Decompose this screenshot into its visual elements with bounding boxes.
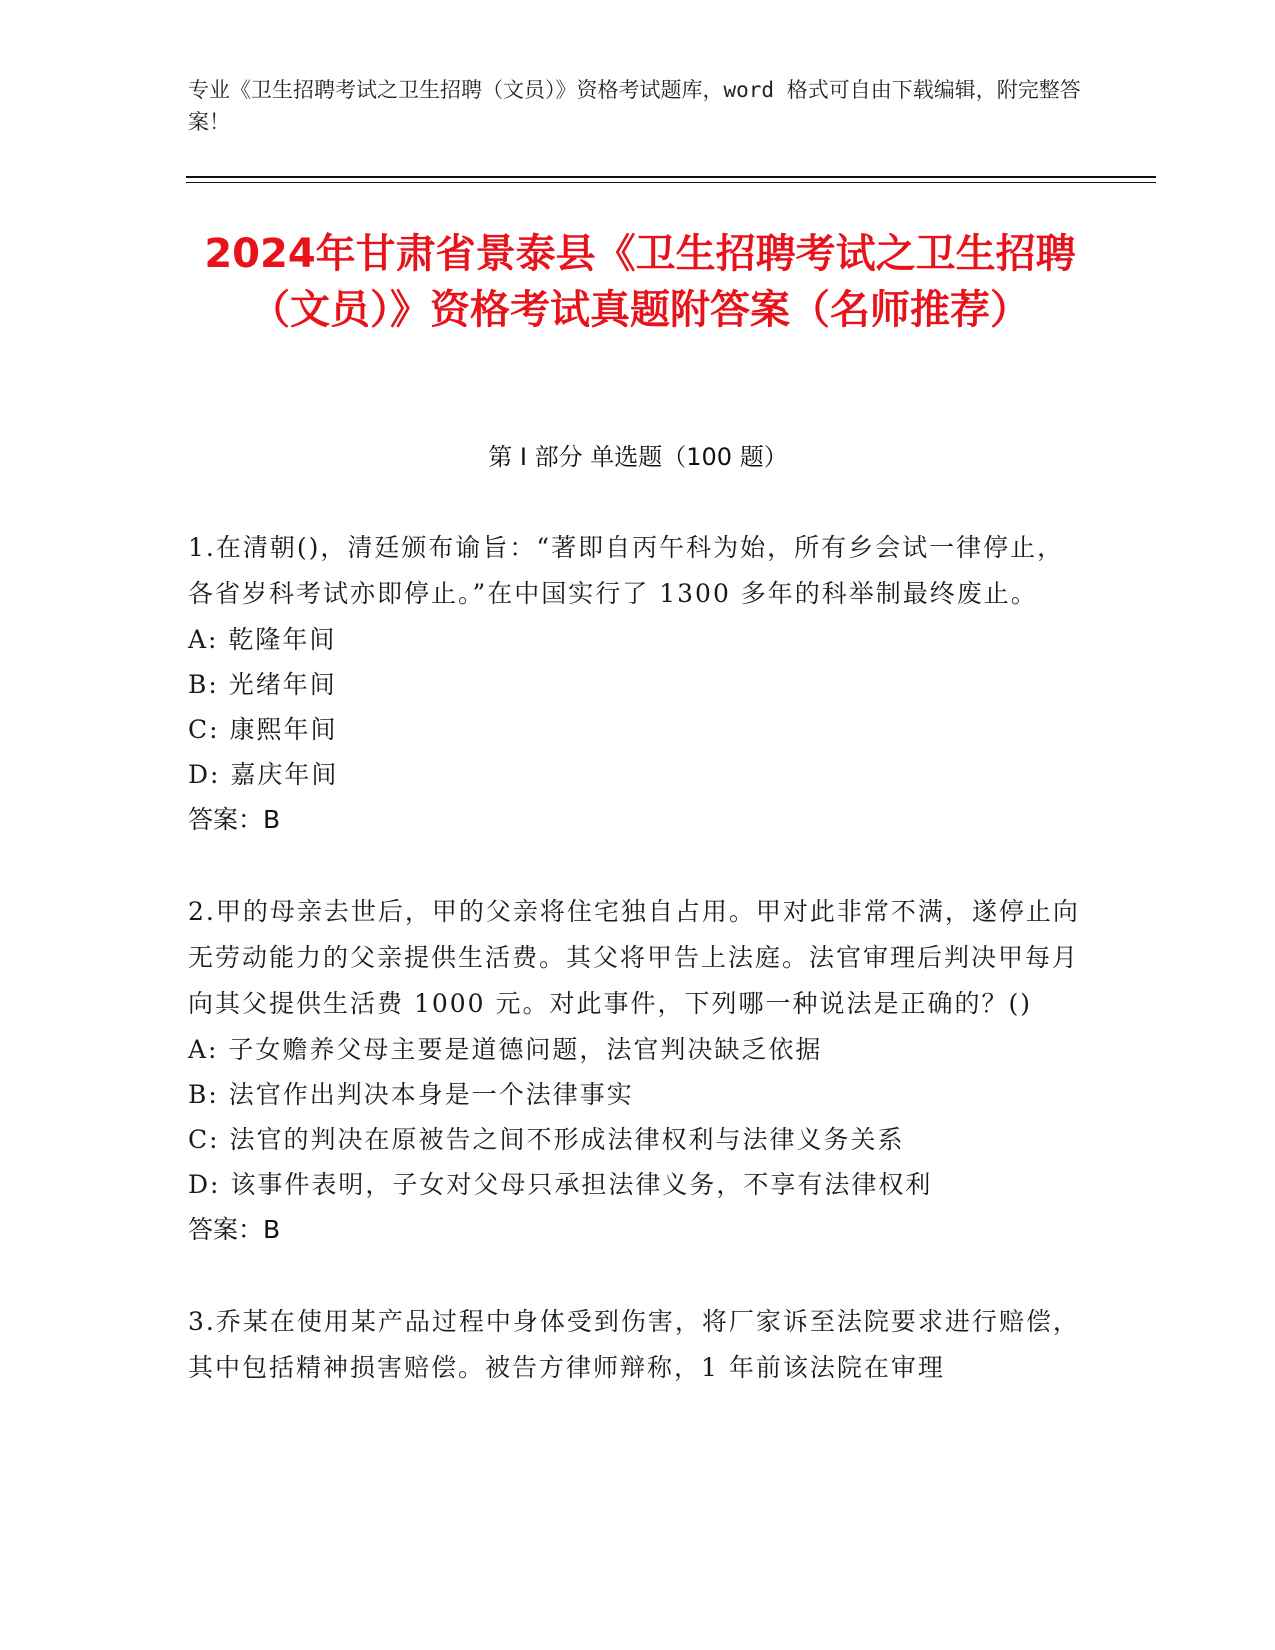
option-d: D: 嘉庆年间: [188, 760, 339, 789]
question-3: [188, 1299, 1088, 1391]
question-1: [188, 525, 1088, 843]
section-title: 第 I 部分 单选题（100 题）: [488, 443, 788, 471]
header-rule-thin: [186, 182, 1156, 183]
option-c: C: 法官的判决在原被告之间不形成法律权利与法律义务关系: [188, 1125, 905, 1154]
question-stem: 2.甲的母亲去世后，甲的父亲将住宅独自占用。甲对此非常不满，遂停止向无劳动能力的父亲提供生活费。其父将甲告上法庭。法官审理后判决甲每月向其父提供生活费 1000 元。对此事件，下列哪一种说法是正确的？(): [188, 897, 1080, 1018]
option-d: D: 该事件表明，子女对父母只承担法律义务，不享有法律权利: [188, 1170, 933, 1199]
option-b: B: 法官作出判决本身是一个法律事实: [188, 1080, 634, 1109]
answer-label: 答案：B: [188, 1215, 281, 1244]
question-2: [188, 889, 1088, 1253]
option-c: C: 康熙年间: [188, 715, 338, 744]
option-a: A: 子女赡养父母主要是道德问题，法官判决缺乏依据: [188, 1035, 823, 1064]
header-note: 专业《卫生招聘考试之卫生招聘（文员）》资格考试题库，word 格式可自由下载编辑，附完整答案！: [188, 78, 1081, 134]
option-b: B: 光绪年间: [188, 670, 337, 699]
answer-label: 答案：B: [188, 805, 281, 834]
question-stem: 1.在清朝()，清廷颁布谕旨：“著即自丙午科为始，所有乡会试一律停止，各省岁科考试亦即停止。”在中国实行了 1300 多年的科举制最终废止。: [188, 533, 1065, 608]
option-a: A: 乾隆年间: [188, 625, 337, 654]
question-stem: 3.乔某在使用某产品过程中身体受到伤害，将厂家诉至法院要求进行赔偿，其中包括精神损害赔偿。被告方律师辩称，1 年前该法院在审理: [188, 1307, 1080, 1382]
header-rule-thick: [186, 176, 1156, 178]
document-title: 2024年甘肃省景泰县《卫生招聘考试之卫生招聘（文员）》资格考试真题附答案（名师推荐）: [204, 231, 1076, 333]
question-list: [188, 525, 1088, 1437]
